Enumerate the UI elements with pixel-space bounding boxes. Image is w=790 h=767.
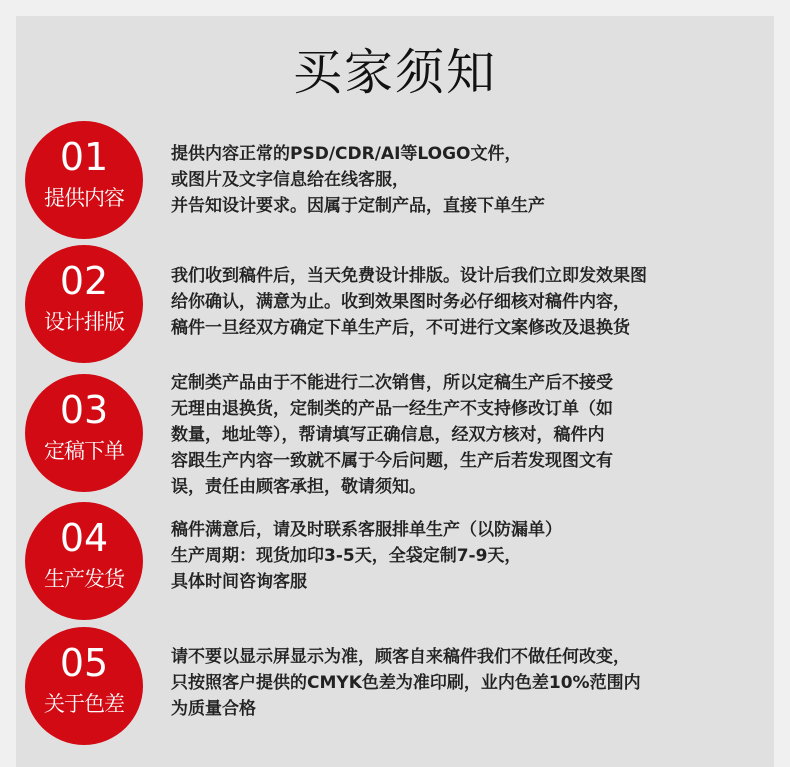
step-text-line: 误，责任由顾客承担，敬请须知。: [171, 477, 426, 497]
page-title: 买家须知: [292, 44, 497, 101]
step-badge: [25, 245, 143, 363]
step-text: [171, 370, 771, 500]
step-text-line: 或图片及文字信息给在线客服，: [171, 170, 409, 190]
step-badge: [25, 374, 143, 492]
step-text: [171, 263, 771, 341]
step-badge: [25, 502, 143, 620]
step-label: 定稿下单: [44, 439, 124, 463]
step-text-line: 稿件一旦经双方确定下单生产后，不可进行文案修改及退换货: [171, 318, 630, 338]
step-number: 05: [59, 641, 109, 685]
step-text-line: 请不要以显示屏显示为准，顾客自来稿件我们不做任何改变，: [171, 647, 630, 667]
step-text-line: 生产周期：现货加印3-5天，全袋定制7-9天，: [171, 546, 522, 566]
step-text-line: 并告知设计要求。因属于定制产品，直接下单生产: [171, 196, 545, 216]
step-text-line: 无理由退换货，定制类的产品一经生产不支持修改订单（如: [171, 399, 613, 419]
step-label: 提供内容: [44, 186, 124, 210]
step-text-line: 给你确认，满意为止。收到效果图时务必仔细核对稿件内容，: [171, 292, 630, 312]
step-text-line: 容跟生产内容一致就不属于今后问题，生产后若发现图文有: [171, 451, 613, 471]
step-text: [171, 517, 771, 595]
step-text: [171, 644, 771, 722]
step-text-line: 为质量合格: [171, 699, 256, 719]
step-text-line: 定制类产品由于不能进行二次销售，所以定稿生产后不接受: [171, 373, 613, 393]
step-label: 关于色差: [44, 692, 124, 716]
step-text-line: 只按照客户提供的CMYK色差为准印刷，业内色差10%范围内: [171, 673, 641, 693]
step-label: 生产发货: [44, 567, 124, 591]
step-badge: [25, 627, 143, 745]
step-number: 04: [59, 516, 109, 560]
step-number: 01: [59, 135, 109, 179]
step-number: 02: [59, 259, 109, 303]
step-text-line: 稿件满意后，请及时联系客服排单生产（以防漏单）: [171, 520, 562, 540]
step-badge: [25, 121, 143, 239]
step-number: 03: [59, 388, 109, 432]
step-text-line: 数量，地址等），帮请填写正确信息，经双方核对，稿件内: [171, 425, 605, 445]
step-text-line: 提供内容正常的PSD/CDR/AI等LOGO文件，: [171, 144, 522, 164]
step-text: [171, 141, 771, 219]
step-label: 设计排版: [44, 310, 124, 334]
step-text-line: 具体时间咨询客服: [171, 572, 307, 592]
step-text-line: 我们收到稿件后，当天免费设计排版。设计后我们立即发效果图: [171, 266, 647, 286]
